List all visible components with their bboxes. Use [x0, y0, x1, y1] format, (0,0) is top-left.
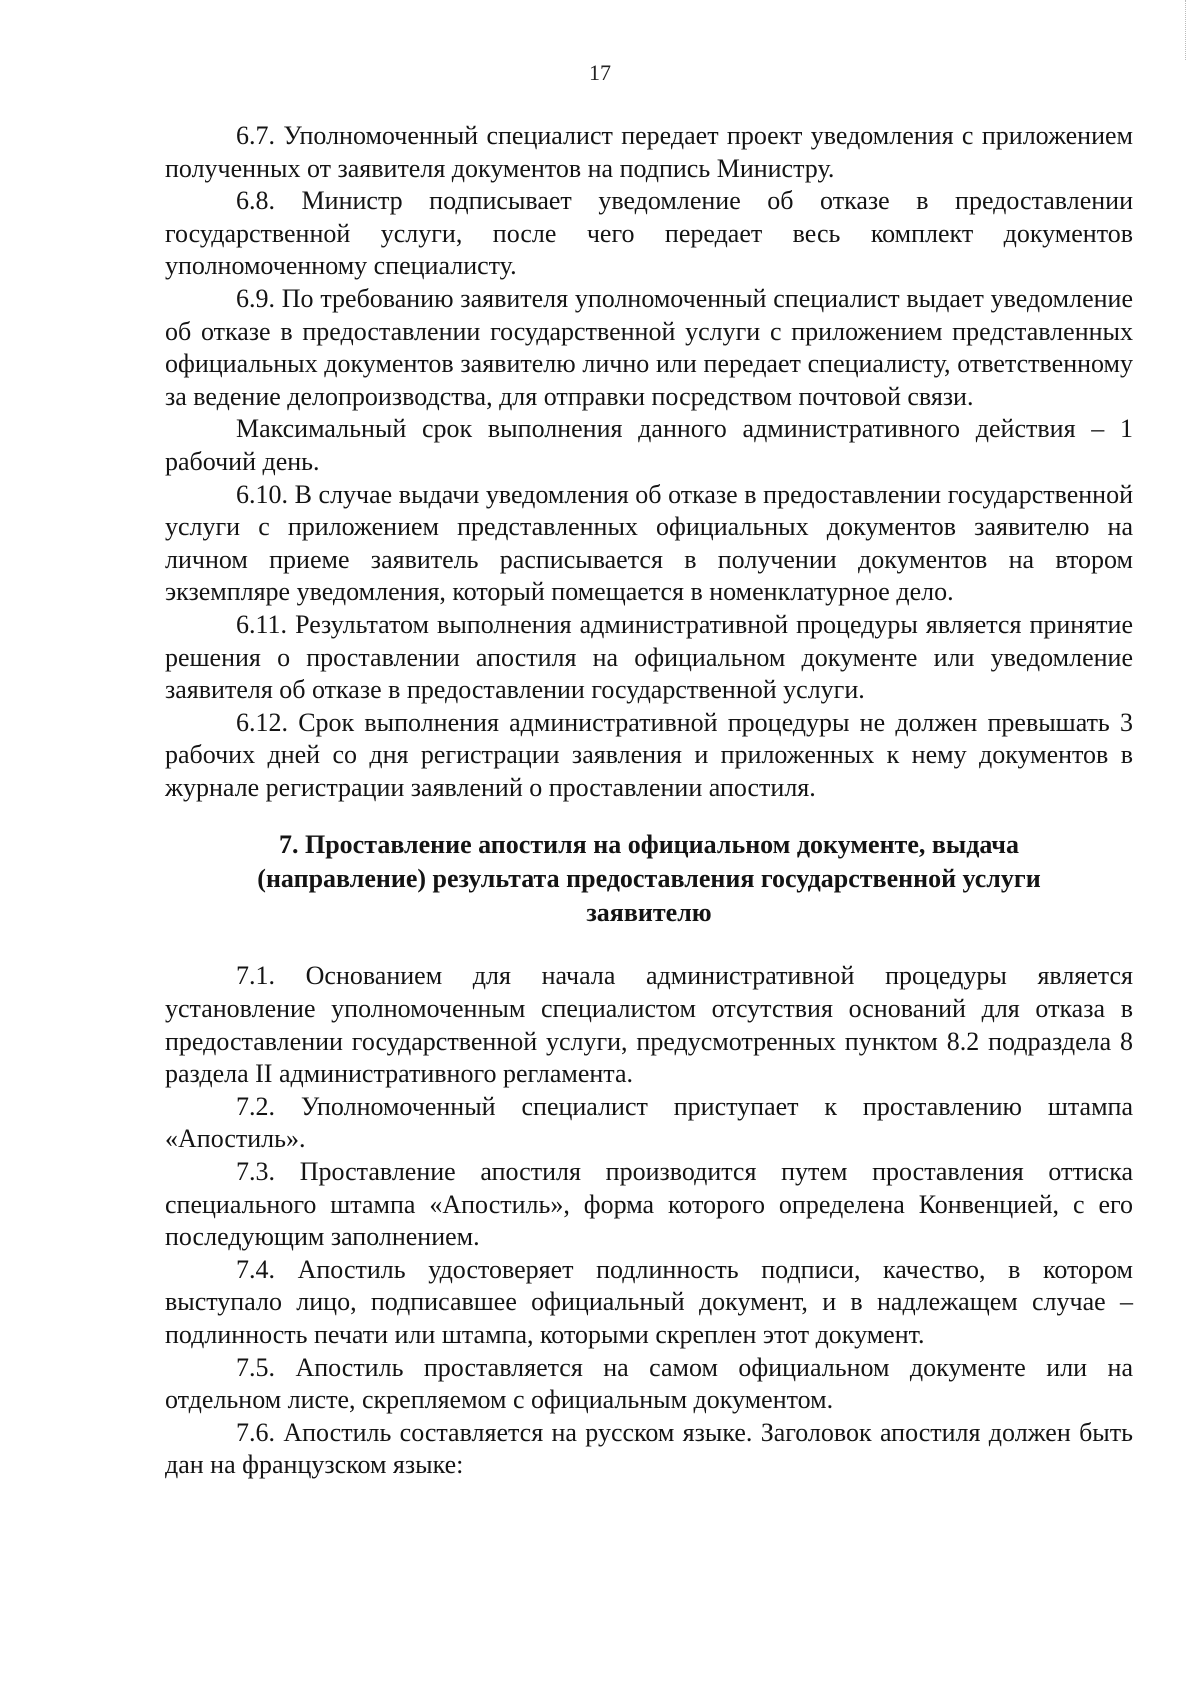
paragraph-6-11: 6.11. Результатом выполнения административной процедуры является принятие решения о проставлении апостиля на официальном документе или уведомление заявителя об отказе в предоставлении государственной услуги.: [165, 609, 1133, 705]
paragraph-7-1: 7.1. Основанием для начала административной процедуры является установление уполномоченным специалистом отсутствия оснований для отказа в предоставлении государственной услуги, предусмотренных пунктом 8.2 подраздела 8 раздела II административного регламента.: [165, 961, 1133, 1089]
section-heading-line-2: (направление) результата предоставления государственной услуги: [257, 864, 1041, 894]
section-heading: [165, 828, 1133, 930]
paragraph-6-9: 6.9. По требованию заявителя уполномоченный специалист выдает уведомление об отказе в предоставлении государственной услуги с приложением представленных официальных документов заявителю лично или передает специалисту, ответственному за ведение делопроизводства, для отправки посредством почтовой связи.: [165, 283, 1133, 411]
paragraph-6-7: 6.7. Уполномоченный специалист передает проект уведомления с приложением полученных от заявителя документов на подпись Министру.: [165, 121, 1133, 183]
paragraph-7-5: 7.5. Апостиль проставляется на самом официальном документе или на отдельном листе, скрепляемом с официальным документом.: [165, 1352, 1133, 1415]
document-body: [165, 120, 1133, 1482]
paragraph-7-6: 7.6. Апостиль составляется на русском языке. Заголовок апостиля должен быть дан на французском языке:: [165, 1417, 1133, 1480]
paragraph-7-2: 7.2. Уполномоченный специалист приступает к проставлению штампа «Апостиль».: [165, 1091, 1133, 1154]
section-heading-line-3: заявителю: [586, 898, 712, 928]
paragraph-max-term: Максимальный срок выполнения данного административного действия – 1 рабочий день.: [165, 414, 1133, 476]
paragraph-6-12: 6.12. Срок выполнения административной процедуры не должен превышать 3 рабочих дней со дня регистрации заявления и приложенных к нему документов в журнале регистрации заявлений о проставлении апостиля.: [165, 707, 1133, 802]
section-heading-line-1: 7. Проставление апостиля на официальном документе, выдача: [279, 830, 1019, 860]
scan-edge-mark: [1183, 0, 1186, 60]
paragraph-6-8: 6.8. Министр подписывает уведомление об отказе в предоставлении государственной услуги, после чего передает весь комплект документов уполномоченному специалисту.: [165, 186, 1133, 281]
page-number: 17: [589, 60, 611, 85]
paragraph-7-3: 7.3. Проставление апостиля производится путем проставления оттиска специального штампа «Апостиль», форма которого определена Конвенцией, с его последующим заполнением.: [165, 1157, 1133, 1252]
paragraph-7-4: 7.4. Апостиль удостоверяет подлинность подписи, качество, в котором выступало лицо, подписавшее официальный документ, и в надлежащем случае – подлинность печати или штампа, которыми скреплен этот документ.: [165, 1254, 1133, 1349]
paragraph-6-10: 6.10. В случае выдачи уведомления об отказе в предоставлении государственной услуги с приложением представленных официальных документов заявителю на личном приеме заявитель расписывается в получении документов на втором экземпляре уведомления, который помещается в номенклатурное дело.: [165, 479, 1133, 607]
